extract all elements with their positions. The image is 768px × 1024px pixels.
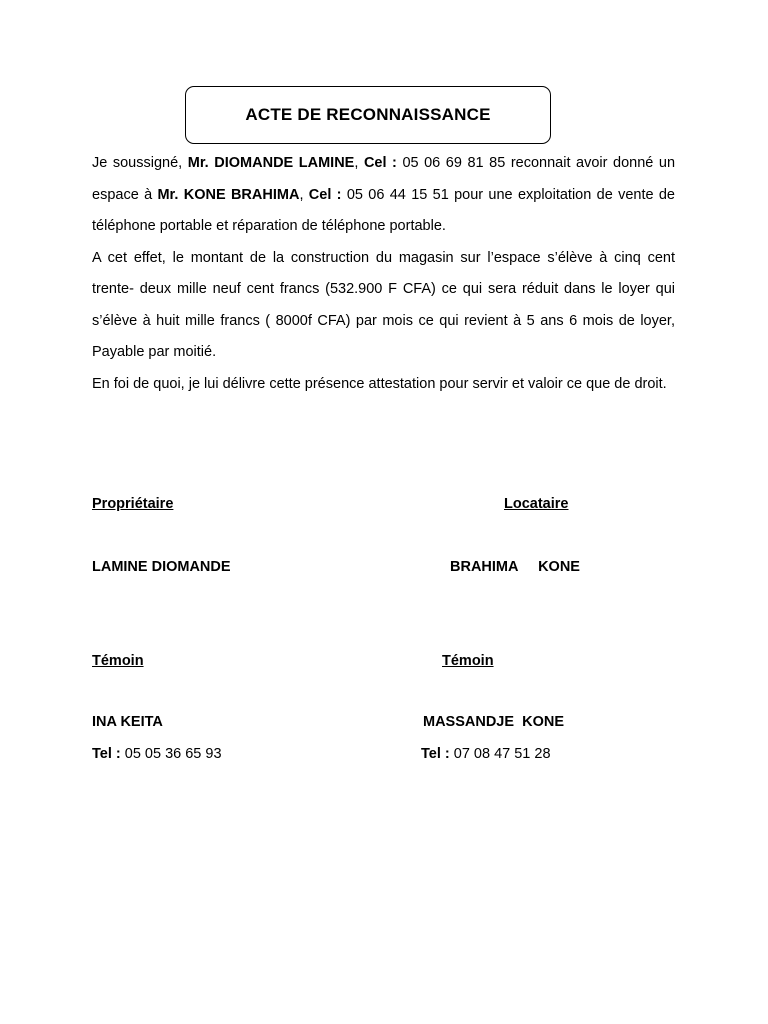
owner-name-inline: DIOMANDE LAMINE: [214, 155, 355, 171]
owner-signature-name: LAMINE DIOMANDE: [92, 559, 231, 575]
paragraph-3: En foi de quoi, je lui délivre cette présence attestation pour servir et valoir ce que de droit.: [92, 375, 667, 392]
paragraph-1: [92, 148, 675, 243]
para1-mr-1: Mr.: [187, 155, 215, 171]
witness1-name: INA KEITA: [92, 714, 163, 730]
para1-text-2: 05 06 69 81 85 reconnait avoir donné un espace à: [92, 155, 676, 203]
witness2-tel-label: Tel :: [421, 746, 450, 762]
para1-mr-2: Mr.: [157, 186, 184, 203]
witness1-heading: Témoin: [92, 653, 144, 669]
owner-heading: Propriétaire: [92, 496, 174, 512]
tenant-heading: Locataire: [504, 496, 569, 512]
witness1-tel-number: 05 05 36 65 93: [120, 746, 222, 762]
witness1-phone: [92, 746, 222, 762]
document-title: ACTE DE RECONNAISSANCE: [245, 105, 491, 124]
para1-text-3: 05 06 44 15 51 pour une exploitation de vente de téléphone portable et réparation de téléphone portable.: [92, 186, 675, 234]
para1-comma-1: ,: [354, 155, 364, 171]
witness2-tel-number: 07 08 47 51 28: [449, 746, 551, 762]
cel-label-2: Cel :: [308, 186, 342, 203]
tenant-name-inline: KONE BRAHIMA: [183, 186, 300, 203]
document-body: [92, 148, 675, 400]
witness2-heading: Témoin: [442, 653, 494, 669]
witness2-phone: [421, 746, 551, 762]
title-box: [185, 86, 551, 144]
tenant-signature-name: BRAHIMA KONE: [450, 559, 580, 575]
para1-comma-2: ,: [299, 186, 309, 203]
witness1-tel-label: Tel :: [92, 746, 121, 762]
para1-text-1: Je soussigné,: [92, 155, 188, 171]
paragraph-2: A cet effet, le montant de la construction du magasin sur l’espace s’élève à cinq cent trente- deux mille neuf cent francs (532.900 F CFA) ce qui sera réduit dans le loyer qui s’élève à huit mille francs ( 8000f CFA) par mois ce qui revient à 5 ans 6 mois de loyer, Payable par moitié.: [92, 249, 675, 360]
cel-label-1: Cel :: [363, 155, 397, 171]
witness2-name: MASSANDJE KONE: [423, 714, 564, 730]
